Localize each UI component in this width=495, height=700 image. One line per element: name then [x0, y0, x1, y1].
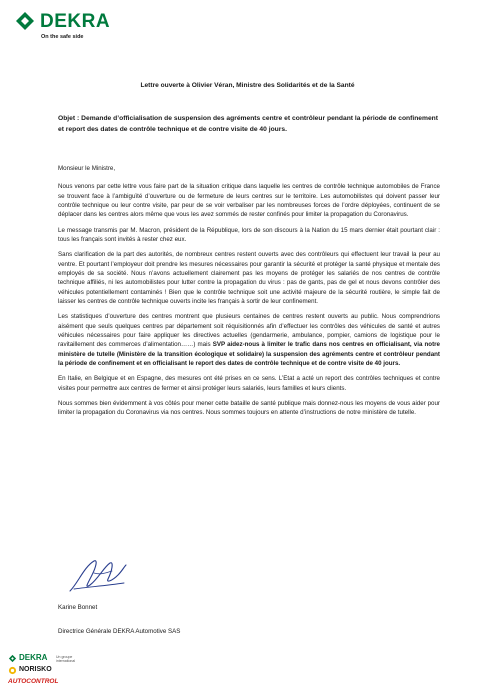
- paragraph-6: Nous sommes bien évidemment à vos côtés pour mener cette bataille de santé publique mais donnez-nous les moyens de vous aider pour limiter la propagation du Coronavirus via nos centres. Nous sommes toujours en attente d’instructions de notre ministère de tutelle.: [58, 400, 440, 417]
- letter-subject: Objet : Demande d’officialisation de suspension des agréments centre et contrôleur pendant la période de confinement et report des dates de contrôle technique et de contre visite de 40 jours.: [58, 115, 438, 133]
- paragraph-3: Sans clarification de la part des autorités, de nombreux centres restent ouverts avec des contrôleurs qui effectuent leur travail la peur au ventre. Et pourtant l’employeur doit prendre les mesures nécessaires pour garantir la sécurité et protéger la santé physique et mentale des employés de sa société. Nous n’avons actuellement clairement pas les moyens de protéger les salariés de nos centres de contrôle technique affiliés, ni les automobilistes pour lutter contre la propagation du virus : pas de gants, pas de gel et nous devons contrôler des véhicules potentiellement contaminés ! Bien que le contrôle technique soit une activité majeure de la sécurité routière, le simple fait de laisser les centres de contrôle technique ouverts incite les français à sortir de leur confinement.: [58, 251, 440, 305]
- brand-tagline: On the safe side: [41, 34, 84, 40]
- footer-brand-autocontrol: AUTOCONTROL: [8, 678, 59, 685]
- footer-brand-dekra: DEKRA: [19, 653, 48, 662]
- paragraph-1: Nous venons par cette lettre vous faire part de la situation critique dans laquelle les centres de contrôle technique automobiles de France se trouvent face à l’ambiguïté d’ouverture ou de fermeture de leurs centres sur le territoire. Les automobilistes qui doivent passer leur contrôle technique ou leur contre visite, par peur de se voir verbaliser par les nombreuses forces de l’ordre déployées, continuent de se déplacer dans les centres alors même que vous les avez sommés de rester confinés pour limiter la propagation du Coronavirus.: [58, 183, 440, 219]
- letter-body: [58, 164, 440, 424]
- signer-name: Karine Bonnet: [58, 604, 98, 611]
- footer-brands: [6, 652, 126, 696]
- signer-title: Directrice Générale DEKRA Automotive SAS: [58, 628, 181, 635]
- footer-brand-norisko: NORISKO: [19, 666, 52, 673]
- salutation: Monsieur le Ministre,: [58, 165, 116, 172]
- dekra-logo: [14, 10, 134, 50]
- brand-name: DEKRA: [40, 11, 111, 32]
- dekra-small-icon: [8, 654, 17, 663]
- handwritten-signature: [64, 553, 132, 603]
- paragraph-4-text: Les statistiques d’ouverture des centres montrent que plusieurs centaines de centres restent ouverts au public. Nous comprendrions aisément que seuls quelques centres par département soit réquisitionnés afin d’effectuer les contrôles des véhicules de santé et autres véhicules nécessaires pour faire appliquer les directives actuelles (gendarmerie, ambulance, pompier, camions de logistique pour le ravitaillement des commerces d’alimentation……) mais: [58, 313, 440, 349]
- paragraph-2: Le message transmis par M. Macron, président de la République, lors de son discours à la Nation du 15 mars dernier était pourtant clair : tous les français sont invités à rester chez eux.: [58, 226, 440, 243]
- paragraph-5: En Italie, en Belgique et en Espagne, des mesures ont été prises en ce sens. L’Etat a acté un report des contrôles techniques et contre visites pour permettre aux centres de fermer et ainsi protéger leurs salariés, leurs familles et leurs clients.: [58, 375, 440, 392]
- paragraph-4: [58, 312, 440, 368]
- footer-tagline: Un groupe international: [56, 655, 76, 663]
- letter-title: Lettre ouverte à Olivier Véran, Ministre des Solidarités et de la Santé: [140, 82, 355, 89]
- paragraph-4-emphasis: SVP aidez-nous à limiter le trafic dans nos centres en officialisant, via notre ministère de tutelle (Ministère de la transition écologique et solidaire) la suspension des agréments centre et contrôleur pendant la période de confinement et en officialisant le report des dates de contrôle technique et de contre visite de 40 jours.: [58, 341, 440, 367]
- norisko-icon: [8, 666, 17, 675]
- dekra-logo-icon: [14, 10, 36, 32]
